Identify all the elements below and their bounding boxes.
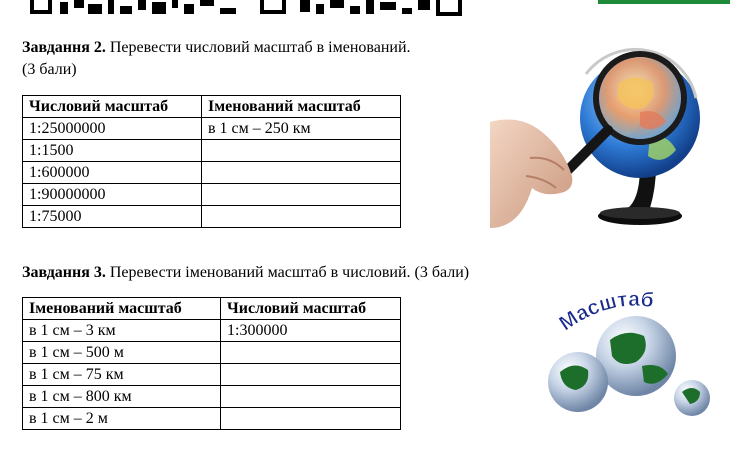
table-cell: в 1 см – 500 м [23,342,221,364]
table-row [23,386,401,408]
task3-label: Завдання 3. [22,264,106,281]
table-cell: 1:90000000 [23,184,202,206]
table-row [23,342,401,364]
table-row [23,118,401,140]
task2-heading [22,37,492,81]
logo-word: Масштаб [555,288,655,336]
table-cell: 1:25000000 [23,118,202,140]
table-header-row [23,298,401,320]
table-cell: в 1 см – 75 км [23,364,221,386]
table-cell[interactable] [202,162,401,184]
table-row [23,140,401,162]
table-cell: в 1 см – 3 км [23,320,221,342]
table-row [23,184,401,206]
task2-label: Завдання 2. [22,39,106,56]
table-row [23,408,401,430]
green-header-tab [598,0,730,4]
column-header: Іменований масштаб [23,298,221,320]
table-cell: в 1 см – 800 км [23,386,221,408]
qr-code-fragment [30,0,470,18]
column-header: Числовий масштаб [23,96,202,118]
table-cell: 1:600000 [23,162,202,184]
table-cell[interactable] [202,206,401,228]
column-header: Іменований масштаб [202,96,401,118]
table-cell[interactable]: в 1 см – 250 км [202,118,401,140]
table-row [23,162,401,184]
task2-table [22,95,401,228]
task2-text: Перевести числовий масштаб в іменований. [105,39,411,56]
table-row [23,364,401,386]
table-cell[interactable] [202,184,401,206]
table-cell: 1:75000 [23,206,202,228]
table-cell[interactable]: 1:300000 [221,320,401,342]
table-row [23,206,401,228]
table-cell: в 1 см – 2 м [23,408,221,430]
task3-text: Перевести іменований масштаб в числовий. (3 бали) [105,264,470,281]
column-header: Числовий масштаб [221,298,401,320]
table-header-row [23,96,401,118]
table-cell[interactable] [221,408,401,430]
task2-points: (3 бали) [22,61,77,78]
table-cell[interactable] [202,140,401,162]
task3-table [22,297,401,430]
scale-globes-logo [540,288,722,420]
globe-magnifier-image [490,38,712,228]
table-cell[interactable] [221,364,401,386]
table-row [23,320,401,342]
task3-heading [22,262,582,284]
table-cell[interactable] [221,342,401,364]
table-cell[interactable] [221,386,401,408]
table-cell: 1:1500 [23,140,202,162]
